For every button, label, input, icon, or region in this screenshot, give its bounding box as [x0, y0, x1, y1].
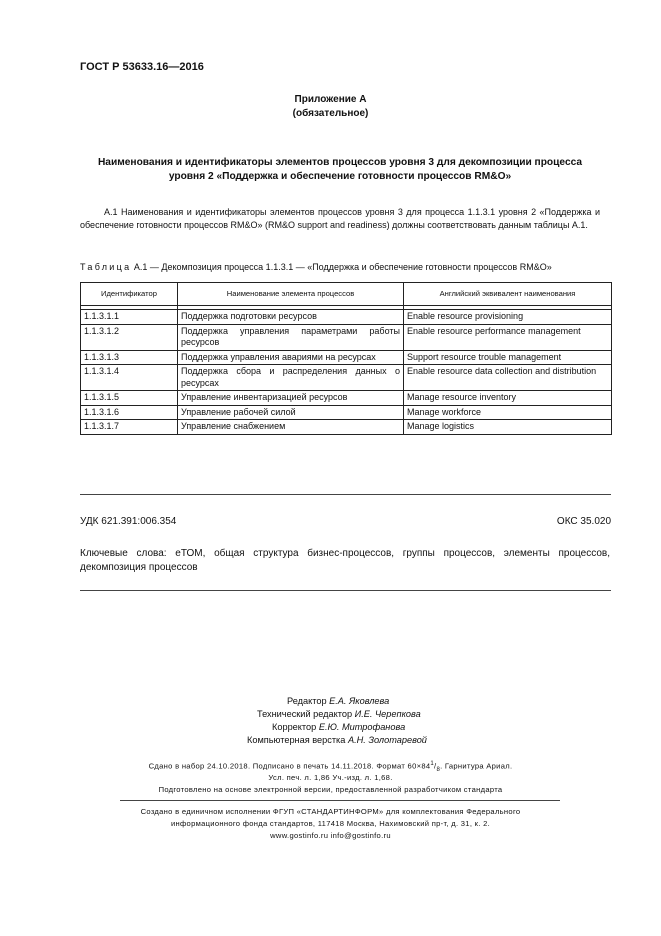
format-fraction-bottom: 8: [436, 767, 441, 774]
imprint-line2: Усл. печ. л. 1,86 Уч.-изд. л. 1,68.: [268, 773, 393, 782]
table-row: [81, 405, 612, 420]
table-row: [81, 391, 612, 406]
table-row: [81, 350, 612, 365]
header-element-name: Наименование элемента процессов: [178, 283, 404, 306]
credit-role: Компьютерная верстка: [247, 735, 346, 745]
table-caption: [80, 262, 610, 272]
credit-role: Технический редактор: [257, 709, 353, 719]
oks-code: ОКС 35.020: [556, 516, 611, 527]
cell-name: Поддержка сбора и распределения данных о ресурсах: [178, 365, 404, 391]
credit-tech-editor: [0, 708, 661, 721]
section-heading-line2: уровня 2 «Поддержка и обеспечение готовности процессов RM&O»: [168, 171, 512, 182]
decomposition-table: [80, 282, 612, 435]
credit-layout: [0, 734, 661, 747]
cell-id: 1.1.3.1.6: [81, 405, 178, 420]
section-heading-line1: Наименования и идентификаторы элементов процессов уровня 3 для декомпозиции процесса: [97, 157, 583, 168]
imprint-line1: Сдано в набор 24.10.2018. Подписано в печать 14.11.2018. Формат $60\times 84^1/_8$. Гарнитура Ариал.: [148, 761, 513, 774]
cell-name: Поддержка управления авариями на ресурсах: [178, 350, 404, 365]
cell-id: 1.1.3.1.1: [81, 310, 178, 325]
credit-role: Редактор: [287, 696, 327, 706]
table-row: [81, 420, 612, 435]
cell-id: 1.1.3.1.7: [81, 420, 178, 435]
cell-id: 1.1.3.1.5: [81, 391, 178, 406]
divider-imprint: [120, 800, 560, 801]
udk-code: УДК 621.391:006.354: [80, 516, 177, 527]
credit-proofreader: [0, 721, 661, 734]
keywords: Ключевые слова: еТОМ, общая структура бизнес-процессов, группы процессов, элементы процессов, декомпозиция процессов: [80, 548, 610, 573]
section-heading: [80, 156, 600, 184]
cell-id: 1.1.3.1.4: [81, 365, 178, 391]
cell-name: Поддержка подготовки ресурсов: [178, 310, 404, 325]
imprint-line3: Подготовлено на основе электронной версии, предоставленной разработчиком стандарта: [158, 785, 503, 794]
cell-english: Enable resource performance management: [404, 324, 612, 350]
cell-english: Support resource trouble management: [404, 350, 612, 365]
credit-name: Е.А. Яковлева: [329, 696, 390, 706]
publisher-links: www.gostinfo.ru info@gostinfo.ru: [270, 831, 391, 840]
cell-name: Управление инвентаризацией ресурсов: [178, 391, 404, 406]
divider-top: [80, 494, 611, 495]
cell-english: Manage logistics: [404, 420, 612, 435]
credit-editor: [0, 695, 661, 708]
cell-english: Enable resource provisioning: [404, 310, 612, 325]
credits-block: [0, 695, 661, 747]
table-row: [81, 310, 612, 325]
cell-english: Enable resource data collection and distribution: [404, 365, 612, 391]
credit-name: Е.Ю. Митрофанова: [318, 722, 406, 732]
table-row: [81, 365, 612, 391]
table-caption-text: А.1 — Декомпозиция процесса 1.1.3.1 — «Поддержка и обеспечение готовности процессов RM&O»: [133, 262, 552, 272]
publisher-line2: информационного фонда стандартов, 117418 Москва, Нахимовский пр-т, д. 31, к. 2.: [170, 819, 491, 828]
cell-id: 1.1.3.1.3: [81, 350, 178, 365]
cell-english: Manage workforce: [404, 405, 612, 420]
credit-role: Корректор: [272, 722, 317, 732]
cell-name: Управление снабжением: [178, 420, 404, 435]
header-identifier: Идентификатор: [81, 283, 178, 306]
credit-name: И.Е. Черепкова: [354, 709, 421, 719]
divider-bottom: [80, 590, 611, 591]
document-id: ГОСТ Р 53633.16—2016: [80, 61, 204, 73]
table-caption-label: Таблица: [80, 262, 132, 272]
cell-english: Manage resource inventory: [404, 391, 612, 406]
publisher-line1: Создано в единичном исполнении ФГУП «СТАНДАРТИНФОРМ» для комплектования Федерального: [140, 807, 521, 816]
imprint-line1-text: Сдано в набор 24.10.2018. Подписано в печать 14.11.2018. Формат 60×84: [148, 761, 431, 771]
imprint-line1-end: . Гарнитура Ариал.: [440, 761, 513, 771]
body-paragraph: А.1 Наименования и идентификаторы элементов процессов уровня 3 для процесса 1.1.3.1 уровня 2 «Поддержка и обеспечение готовности процессов RM&O» (RM&O support and readiness) должны соответствовать данным таблицы А.1.: [80, 207, 600, 230]
annex-subtitle: (обязательное): [292, 108, 369, 119]
cell-id: 1.1.3.1.2: [81, 324, 178, 350]
cell-name: Управление рабочей силой: [178, 405, 404, 420]
header-english-name: Английский эквивалент наименования: [404, 283, 612, 306]
table-row: [81, 324, 612, 350]
format-fraction-top: 1: [430, 761, 435, 767]
cell-name: Поддержка управления параметрами работы ресурсов: [178, 324, 404, 350]
credit-name: А.Н. Золотаревой: [347, 735, 427, 745]
table-header-row: [81, 283, 612, 306]
annex-title: Приложение А: [294, 94, 367, 105]
